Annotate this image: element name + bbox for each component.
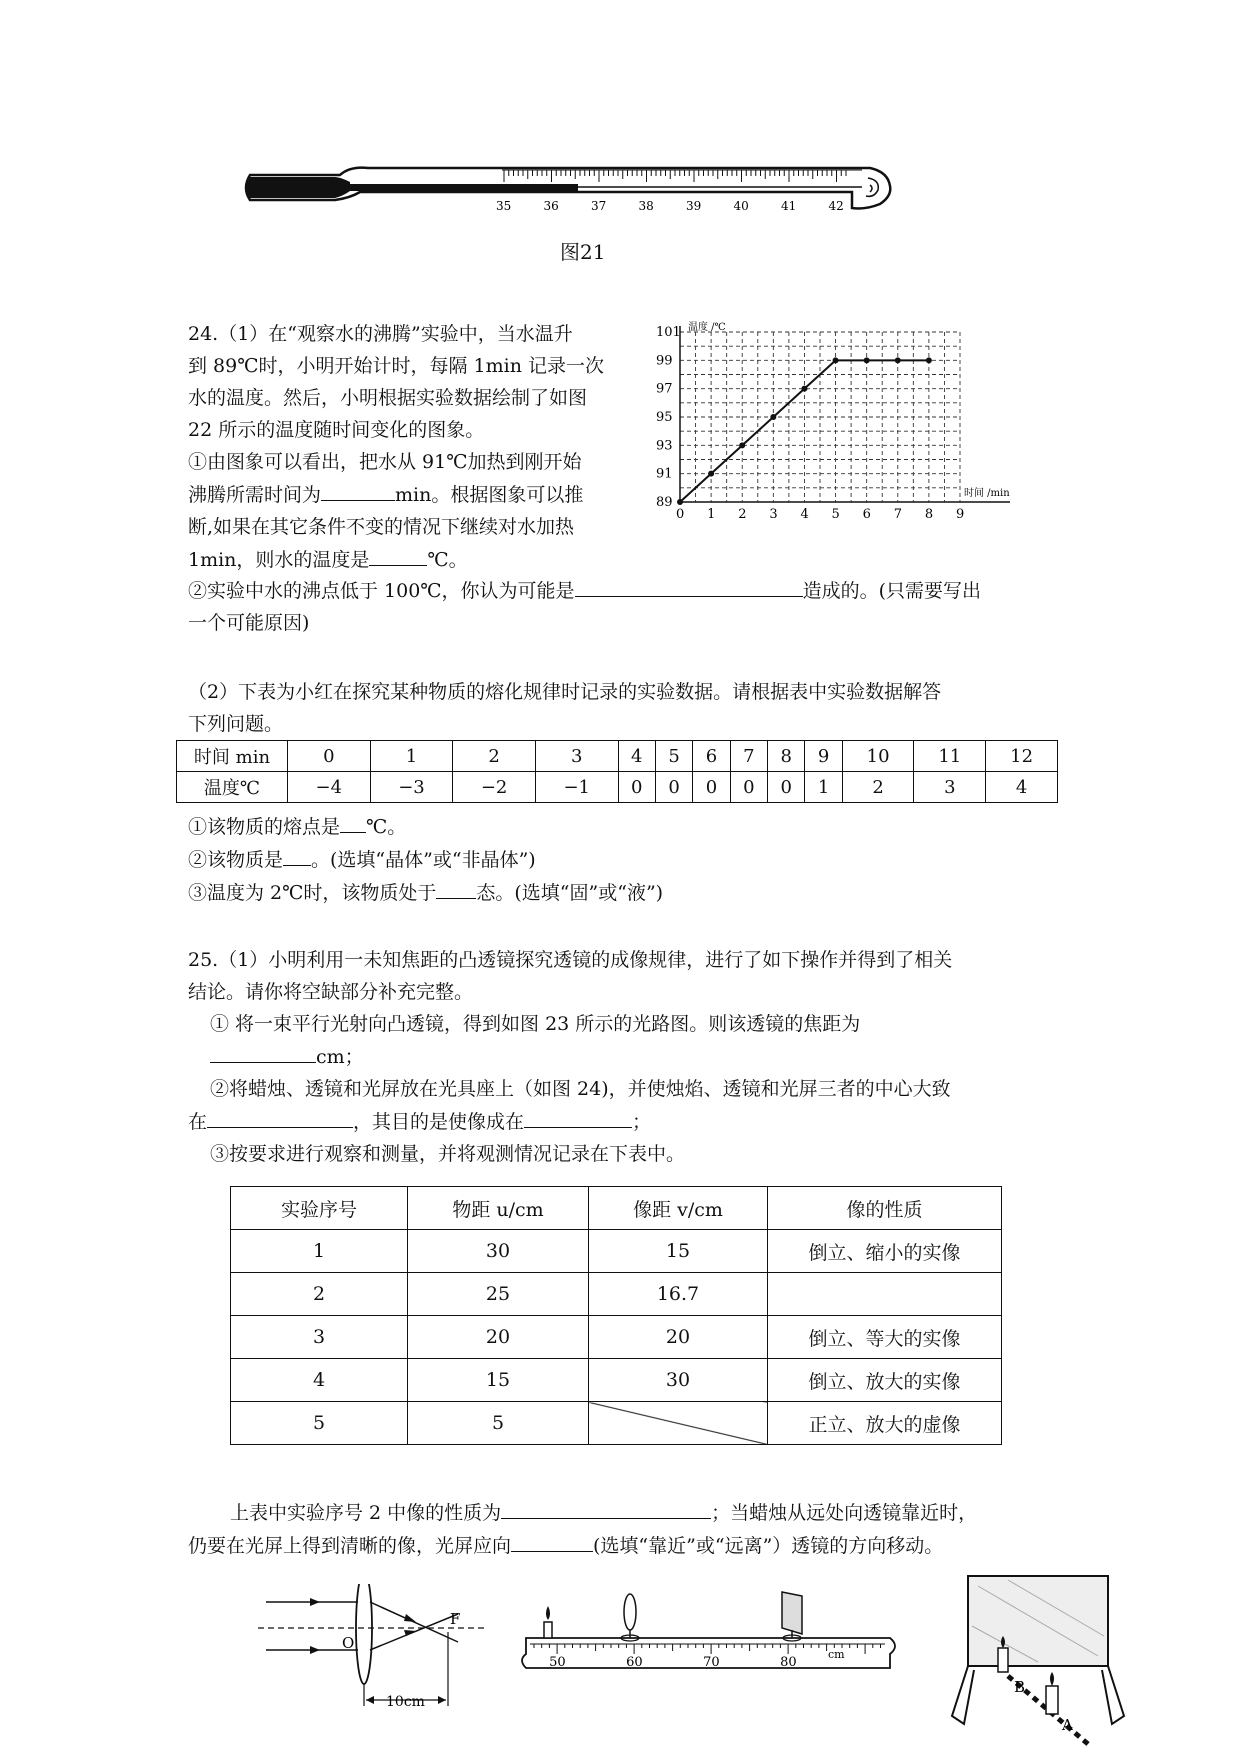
optical-bench-diagram [520, 1584, 900, 1684]
table-header: 时间 min [177, 741, 288, 772]
table-header: 实验序号 [231, 1187, 408, 1230]
y-tick-label: 95 [656, 410, 673, 425]
table-cell: 1 [231, 1230, 408, 1273]
q24-part2-line: 下列问题。 [188, 713, 284, 735]
temperature-time-chart [650, 320, 1090, 545]
q24-sub: ③温度为 2℃时，该物质处于 [188, 882, 437, 904]
y-tick-label: 93 [656, 438, 673, 454]
table-header: 像的性质 [768, 1187, 1002, 1230]
q25-line: ① 将一束平行光射向凸透镜，得到如图 23 所示的光路图。则该透镜的焦距为 [210, 1013, 861, 1035]
q24-line: ℃。 [427, 549, 468, 571]
table-cell: 正立、放大的虚像 [768, 1402, 1002, 1445]
answer-blank[interactable] [207, 1105, 353, 1128]
bench-unit: cm [828, 1648, 845, 1661]
data-point [926, 357, 932, 363]
table-cell: 11 [914, 741, 986, 772]
table-header: 物距 u/cm [408, 1187, 589, 1230]
q24-line: ②实验中水的沸点低于 100℃，你认为可能是 [188, 580, 575, 602]
q24-part1 [188, 318, 658, 576]
q24-sub: 。(选填“晶体”或“非晶体”) [311, 849, 536, 871]
answer-blank[interactable] [511, 1529, 593, 1552]
table-cell: 4 [986, 772, 1058, 803]
q24-part2-line: （2）下表为小红在探究某种物质的熔化规律时记录的实验数据。请根据表中实验数据解答 [188, 681, 942, 703]
x-tick-label: 7 [893, 507, 903, 522]
dim-label: 10cm [386, 1694, 425, 1710]
table-row [231, 1402, 1002, 1445]
bench-tick-label: 50 [549, 1655, 566, 1670]
q24-line: 一个可能原因) [188, 612, 310, 634]
table-cell: −4 [288, 772, 371, 803]
q25-after: ；当蜡烛从远处向透镜靠近时， [711, 1502, 978, 1524]
q24-sub: 态。(选填“固”或“液”) [476, 882, 664, 904]
table-header: 像距 v/cm [589, 1187, 768, 1230]
answer-blank[interactable] [369, 543, 427, 566]
table-cell: 20 [589, 1316, 768, 1359]
q25-line: ，其目的是使像成在 [353, 1111, 525, 1133]
fig21-caption: 图21 [560, 240, 606, 264]
q25-line: 25.（1）小明利用一未知焦距的凸透镜探究透镜的成像规律，进行了如下操作并得到了相关 [188, 949, 953, 971]
table-row [231, 1359, 1002, 1402]
bench-tick-label: 70 [703, 1655, 720, 1670]
table-row [231, 1316, 1002, 1359]
q24-line: 水的温度。然后，小明根据实验数据绘制了如图 [188, 387, 588, 409]
q24-sub: ①该物质的熔点是 [188, 816, 341, 838]
q25-line: ③按要求进行观察和测量，并将观测情况记录在下表中。 [210, 1143, 686, 1165]
table-cell: 30 [589, 1359, 768, 1402]
x-tick-label: 9 [956, 507, 965, 522]
table-cell: −2 [453, 772, 536, 803]
table-cell: 6 [693, 741, 730, 772]
data-point [708, 471, 714, 477]
x-tick-label: 0 [676, 507, 685, 522]
f-label: F [450, 1610, 461, 1628]
q24-line: 到 89℃时，小明开始计时，每隔 1min 记录一次 [188, 355, 604, 377]
thermometer-ticks [504, 170, 846, 182]
data-point [770, 414, 776, 420]
table-cell: 15 [408, 1359, 589, 1402]
table-cell: 2 [842, 772, 914, 803]
x-tick-label: 4 [800, 507, 809, 522]
thermo-tick-label: 42 [828, 199, 844, 213]
table-cell: 12 [986, 741, 1058, 772]
y-tick-label: 89 [656, 495, 673, 510]
table-cell: 5 [408, 1402, 589, 1445]
thermo-tick-label: 40 [733, 199, 749, 213]
q25-after: 仍要在光屏上得到清晰的像，光屏应向 [188, 1535, 512, 1557]
data-point [895, 357, 901, 363]
thermo-tick-label: 35 [496, 199, 512, 213]
answer-blank[interactable] [283, 843, 311, 866]
data-point [801, 386, 807, 392]
bench-tick-label: 60 [626, 1655, 643, 1670]
thermo-tick-label: 38 [638, 199, 654, 213]
x-axis-label: 时间 /min [964, 488, 1010, 499]
plane-mirror-diagram [948, 1566, 1138, 1746]
y-tick-label: 101 [656, 325, 681, 340]
table-row [231, 1273, 1002, 1316]
table-row [177, 772, 1058, 803]
table-cell [768, 1273, 1002, 1316]
table-cell: 30 [408, 1230, 589, 1273]
y-tick-label: 99 [656, 353, 673, 369]
table-cell: 1 [805, 772, 842, 803]
x-tick-label: 3 [769, 507, 778, 522]
table-cell: 4 [231, 1359, 408, 1402]
table-cell: 20 [408, 1316, 589, 1359]
label-b: B [1014, 1678, 1026, 1696]
table-cell: 倒立、等大的实像 [768, 1316, 1002, 1359]
q25-line: ； [632, 1111, 652, 1133]
q24-line: 1min，则水的温度是 [188, 549, 370, 571]
x-tick-label: 1 [707, 507, 716, 522]
table-cell: 15 [589, 1230, 768, 1273]
table-cell: 2 [453, 741, 536, 772]
thermo-tick-label: 41 [781, 199, 797, 213]
answer-blank[interactable] [321, 478, 395, 501]
table-cell: 倒立、放大的实像 [768, 1359, 1002, 1402]
table-cell: 4 [618, 741, 655, 772]
q24-sub: ②该物质是 [188, 849, 284, 871]
answer-blank[interactable] [436, 876, 476, 899]
table-cell: 3 [914, 772, 986, 803]
thermo-tick-label: 39 [686, 199, 702, 213]
o-label: O [342, 1634, 355, 1652]
q25-line: cm； [316, 1046, 364, 1068]
table-cell: 5 [655, 741, 692, 772]
thermometer-figure [240, 158, 900, 218]
q25-line: 在 [188, 1111, 208, 1133]
lens-data-table [230, 1186, 1002, 1445]
answer-blank[interactable] [210, 1040, 316, 1063]
thermo-tick-label: 37 [591, 199, 607, 213]
q24-line: 沸腾所需时间为 [188, 484, 322, 506]
x-tick-label: 6 [862, 507, 871, 522]
table-header: 温度℃ [177, 772, 288, 803]
table-cell: 16.7 [589, 1273, 768, 1316]
table-cell [589, 1402, 768, 1445]
table-cell: 3 [231, 1316, 408, 1359]
y-tick-label: 97 [656, 381, 673, 397]
label-a: A [1062, 1716, 1073, 1734]
data-point [739, 442, 745, 448]
answer-blank[interactable] [501, 1496, 711, 1519]
answer-blank[interactable] [524, 1105, 632, 1128]
x-tick-label: 5 [831, 507, 840, 522]
q24-line: 造成的。(只需要写出 [802, 580, 981, 602]
answer-blank[interactable] [575, 574, 803, 597]
table-cell: 9 [805, 741, 842, 772]
q24-sub: ℃。 [366, 816, 407, 838]
data-point [677, 499, 683, 505]
table-cell: 0 [618, 772, 655, 803]
table-cell: −1 [535, 772, 618, 803]
q25-after: 上表中实验序号 2 中像的性质为 [230, 1502, 502, 1524]
answer-blank[interactable] [340, 810, 366, 833]
q25-line: ②将蜡烛、透镜和光屏放在光具座上（如图 24)，并使烛焰、透镜和光屏三者的中心大致 [210, 1078, 951, 1100]
y-axis-label: 温度 /℃ [688, 322, 726, 333]
table-cell: 0 [693, 772, 730, 803]
q25-after: (选填“靠近”或“远离”）透镜的方向移动。 [593, 1535, 944, 1557]
q24-line: ①由图象可以看出，把水从 91℃加热到刚开始 [188, 451, 582, 473]
q24-line: 22 所示的温度随时间变化的图象。 [188, 419, 485, 441]
x-tick-label: 8 [924, 507, 934, 522]
melting-data-table [176, 740, 1058, 803]
table-cell: 倒立、缩小的实像 [768, 1230, 1002, 1273]
q25-line: 结论。请你将空缺部分补充完整。 [188, 981, 474, 1003]
q24-line: min。根据图象可以推 [395, 484, 584, 506]
table-cell: 0 [768, 772, 805, 803]
table-cell: −3 [370, 772, 453, 803]
table-cell: 8 [768, 741, 805, 772]
table-cell: 7 [730, 741, 767, 772]
table-cell: 1 [370, 741, 453, 772]
table-row [231, 1230, 1002, 1273]
bench-tick-label: 80 [780, 1655, 797, 1670]
data-point [864, 357, 870, 363]
table-cell: 0 [655, 772, 692, 803]
table-cell: 25 [408, 1273, 589, 1316]
table-cell: 3 [535, 741, 618, 772]
table-cell: 0 [730, 772, 767, 803]
q24-line: 断,如果在其它条件不变的情况下继续对水加热 [188, 516, 575, 538]
lens-ray-diagram [258, 1584, 498, 1714]
table-cell: 10 [842, 741, 914, 772]
data-point [833, 357, 839, 363]
table-cell: 5 [231, 1402, 408, 1445]
table-cell: 0 [288, 741, 371, 772]
q24-line: 24.（1）在“观察水的沸腾”实验中，当水温升 [188, 323, 573, 345]
y-tick-label: 91 [656, 466, 673, 482]
table-row [177, 741, 1058, 772]
x-tick-label: 2 [738, 507, 747, 522]
table-row [231, 1187, 1002, 1230]
table-cell: 2 [231, 1273, 408, 1316]
thermo-tick-label: 36 [543, 199, 559, 213]
